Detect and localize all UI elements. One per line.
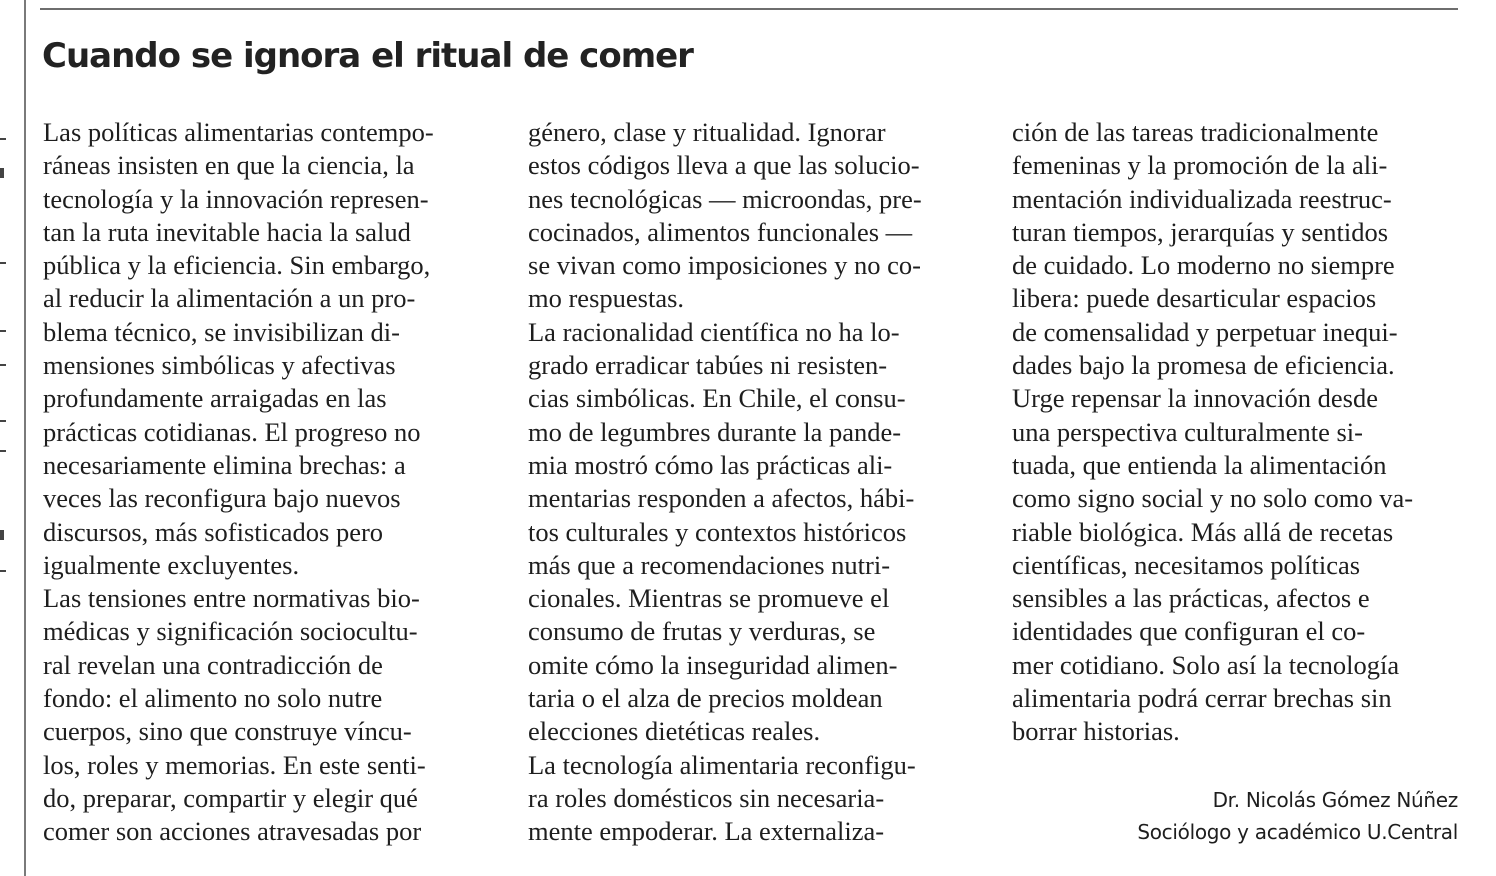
text-line: sensibles a las prácticas, afectos e	[1012, 583, 1370, 614]
text-line: científicas, necesitamos políticas	[1012, 549, 1361, 580]
text-line: tan la ruta inevitable hacia la salud	[43, 216, 411, 247]
text-line: cias simbólicas. En Chile, el consu-	[528, 383, 906, 414]
text-line: taria o el alza de precios moldean	[528, 683, 883, 714]
gutter-mark	[0, 530, 4, 540]
text-line: comer son acciones atravesadas por	[43, 816, 422, 847]
left-margin-rule	[24, 0, 26, 876]
text-line: libera: puede desarticular espacios	[1012, 283, 1377, 314]
text-line: borrar historias.	[1012, 716, 1180, 747]
text-line: veces las reconfigura bajo nuevos	[43, 483, 401, 514]
text-line: do, preparar, compartir y elegir qué	[43, 782, 418, 813]
text-line: nes tecnológicas — microondas, pre-	[528, 183, 922, 214]
gutter-mark	[0, 570, 6, 572]
gutter-mark	[0, 330, 6, 332]
text-line: omite cómo la inseguridad alimen-	[528, 649, 898, 680]
text-line: mo de legumbres durante la pande-	[528, 416, 902, 447]
text-line: discursos, más sofisticados pero	[43, 516, 384, 547]
article-column-2	[528, 116, 922, 849]
text-line: dades bajo la promesa de eficiencia.	[1012, 350, 1395, 381]
text-line: turan tiempos, jerarquías y sentidos	[1012, 216, 1389, 247]
article-headline: Cuando se ignora el ritual de comer	[42, 36, 693, 76]
gutter-registration-marks	[0, 0, 8, 876]
text-line: alimentaria podrá cerrar brechas sin	[1012, 683, 1392, 714]
text-line: pública y la eficiencia. Sin embargo,	[43, 250, 431, 281]
top-rule	[40, 8, 1458, 10]
gutter-mark	[0, 450, 6, 452]
text-line: blema técnico, se invisibilizan di-	[43, 316, 400, 347]
text-line: como signo social y no solo como va-	[1012, 483, 1414, 514]
text-line: La racionalidad científica no ha lo-	[528, 316, 900, 347]
author-role: Sociólogo y académico U.Central	[1137, 820, 1458, 844]
gutter-mark	[0, 262, 6, 264]
author-name: Dr. Nicolás Gómez Núñez	[1212, 788, 1458, 812]
text-line: mentación individualizada reestruc-	[1012, 183, 1392, 214]
gutter-mark	[0, 364, 6, 366]
text-line: prácticas cotidianas. El progreso no	[43, 416, 421, 447]
article-column-3	[1012, 116, 1413, 749]
text-line: igualmente excluyentes.	[43, 549, 300, 580]
text-line: mensiones simbólicas y afectivas	[43, 350, 396, 381]
text-line: consumo de frutas y verduras, se	[528, 616, 876, 647]
text-line: una perspectiva culturalmente si-	[1012, 416, 1363, 447]
text-line: necesariamente elimina brechas: a	[43, 449, 406, 480]
text-line: ráneas insisten en que la ciencia, la	[43, 150, 415, 181]
text-line: Las tensiones entre normativas bio-	[43, 583, 420, 614]
gutter-mark	[0, 168, 4, 178]
text-line: grado erradicar tabúes ni resisten-	[528, 350, 888, 381]
text-line: cionales. Mientras se promueve el	[528, 583, 890, 614]
text-line: estos códigos lleva a que las solucio-	[528, 150, 920, 181]
text-line: tos culturales y contextos históricos	[528, 516, 907, 547]
text-line: cuerpos, sino que construye víncu-	[43, 716, 412, 747]
text-line: mentarias responden a afectos, hábi-	[528, 483, 915, 514]
text-line: La tecnología alimentaria reconfigu-	[528, 749, 916, 780]
text-line: elecciones dietéticas reales.	[528, 716, 821, 747]
text-line: femeninas y la promoción de la ali-	[1012, 150, 1388, 181]
gutter-mark	[0, 138, 6, 140]
text-line: médicas y significación sociocultu-	[43, 616, 418, 647]
text-line: profundamente arraigadas en las	[43, 383, 387, 414]
text-line: más que a recomendaciones nutri-	[528, 549, 891, 580]
text-line: ción de las tareas tradicionalmente	[1012, 117, 1379, 147]
text-line: Urge repensar la innovación desde	[1012, 383, 1378, 414]
text-line: ral revelan una contradicción de	[43, 649, 383, 680]
text-line: mente empoderar. La externaliza-	[528, 816, 885, 847]
text-line: Las políticas alimentarias contempo-	[43, 117, 434, 147]
text-line: mia mostró cómo las prácticas ali-	[528, 449, 893, 480]
article-column-1	[43, 116, 434, 849]
text-line: ra roles domésticos sin necesaria-	[528, 782, 885, 813]
text-line: los, roles y memorias. En este senti-	[43, 749, 426, 780]
text-line: cocinados, alimentos funcionales —	[528, 216, 913, 247]
gutter-mark	[0, 420, 6, 422]
text-line: identidades que configuran el co-	[1012, 616, 1366, 647]
text-line: tuada, que entienda la alimentación	[1012, 449, 1387, 480]
text-line: de comensalidad y perpetuar inequi-	[1012, 316, 1398, 347]
text-line: riable biológica. Más allá de recetas	[1012, 516, 1394, 547]
text-line: mer cotidiano. Solo así la tecnología	[1012, 649, 1400, 680]
text-line: de cuidado. Lo moderno no siempre	[1012, 250, 1395, 281]
text-line: tecnología y la innovación represen-	[43, 183, 429, 214]
text-line: fondo: el alimento no solo nutre	[43, 683, 383, 714]
text-line: género, clase y ritualidad. Ignorar	[528, 117, 886, 147]
text-line: al reducir la alimentación a un pro-	[43, 283, 416, 314]
text-line: se vivan como imposiciones y no co-	[528, 250, 922, 281]
text-line: mo respuestas.	[528, 283, 685, 314]
author-byline	[1137, 784, 1458, 848]
